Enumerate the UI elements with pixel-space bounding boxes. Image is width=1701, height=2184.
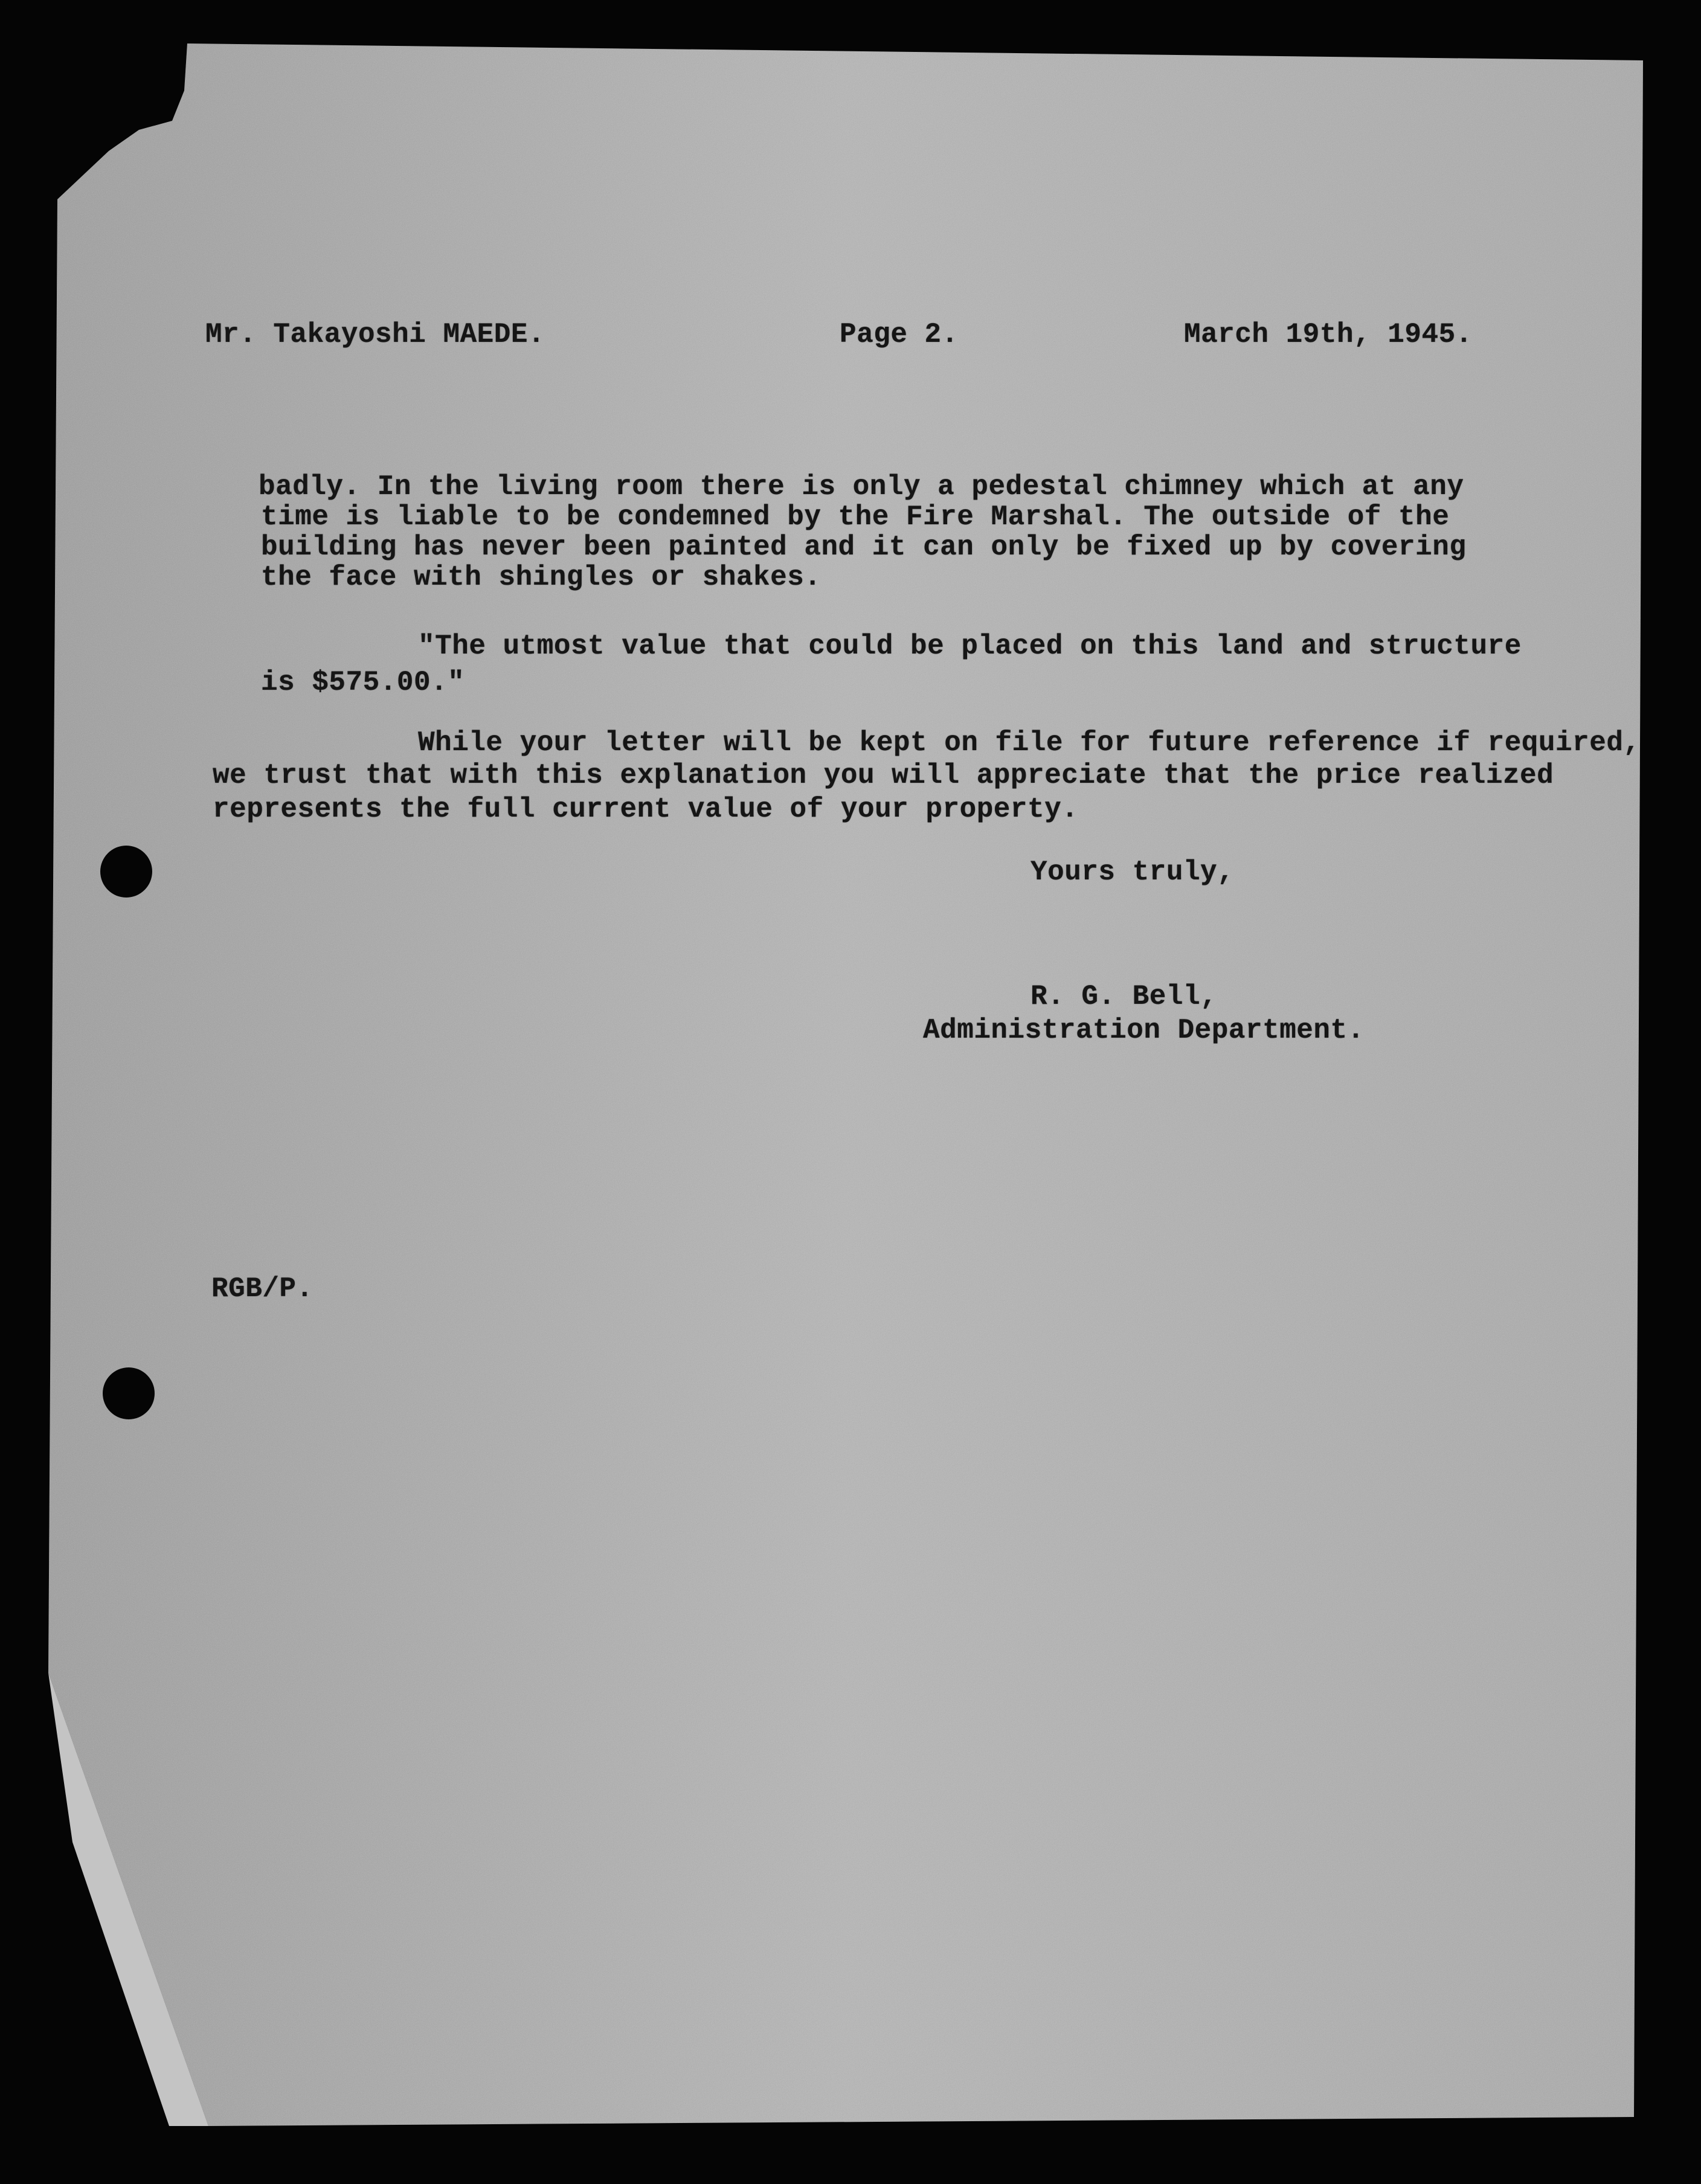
paragraph1-line: the face with shingles or shakes.: [261, 562, 822, 593]
header-recipient: Mr. Takayoshi MAEDE.: [205, 319, 545, 350]
quote-line: is $575.00.": [261, 667, 465, 698]
paragraph1-line: badly. In the living room there is only a pedestal chimney which at any: [259, 471, 1464, 503]
paragraph1-line: time is liable to be condemned by the Fire Marshal. The outside of the: [261, 501, 1450, 533]
closing-salutation: Yours truly,: [1031, 856, 1235, 888]
paragraph2-line: represents the full current value of your property.: [213, 794, 1079, 825]
paragraph2-line: we trust that with this explanation you will appreciate that the price realized: [213, 760, 1554, 791]
header-page-number: Page 2.: [840, 319, 959, 350]
reference-initials: RGB/P.: [211, 1273, 314, 1305]
paragraph2-line: While your letter will be kept on file for future reference if required,: [418, 727, 1641, 759]
signer-name: R. G. Bell,: [1031, 981, 1218, 1012]
paragraph1-line: building has never been painted and it can only be fixed up by covering: [261, 532, 1467, 563]
quote-line: "The utmost value that could be placed on this land and structure: [418, 631, 1522, 662]
signer-department: Administration Department.: [923, 1015, 1365, 1046]
header-date: March 19th, 1945.: [1184, 319, 1473, 350]
